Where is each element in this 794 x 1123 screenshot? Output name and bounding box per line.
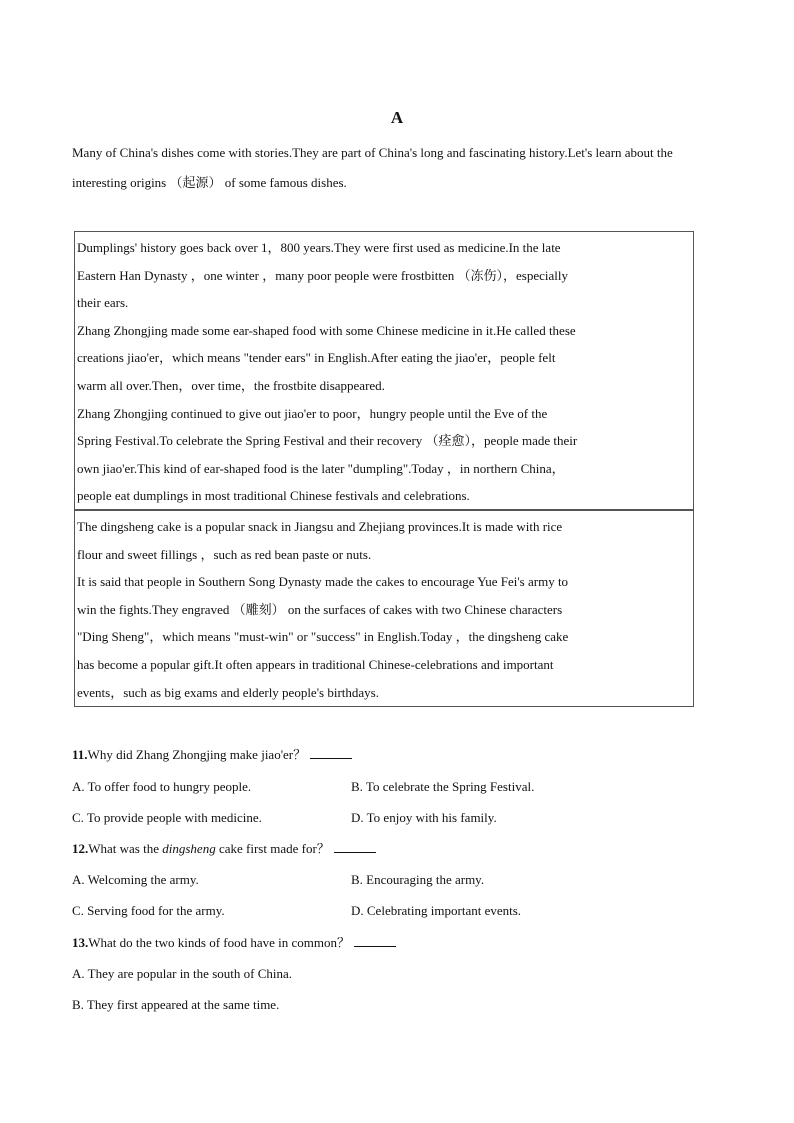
passage-line: creations jiao'er，which means "tender ears" in English.After eating the jiao'er，people felt <box>77 350 556 366</box>
answer-blank[interactable] <box>310 745 352 759</box>
passage-line: Zhang Zhongjing continued to give out jiao'er to poor，hungry people until the Eve of the <box>77 405 548 421</box>
passage-line: flour and sweet fillings ，such as red bean paste or nuts. <box>77 546 372 562</box>
option-12-c: C. Serving food for the army. <box>72 903 225 918</box>
passage-dingsheng-cake <box>74 510 694 707</box>
answer-blank[interactable] <box>334 839 376 853</box>
intro-line-1: Many of China's dishes come with stories.They are part of China's long and fascinating history.Let's learn about the <box>72 145 673 160</box>
option-11-b: B. To celebrate the Spring Festival. <box>351 779 535 794</box>
passage-line: win the fights.They engraved （雕刻） on the surfaces of cakes with two Chinese characters <box>77 601 563 617</box>
question-11 <box>72 745 352 765</box>
passage-line: their ears. <box>77 295 129 311</box>
question-stem-before: What was the <box>88 841 163 856</box>
option-12-a: A. Welcoming the army. <box>72 872 199 887</box>
passage-line: people eat dumplings in most traditional Chinese festivals and celebrations. <box>77 488 470 504</box>
question-stem-italic: dingsheng <box>162 841 216 856</box>
question-number: 12. <box>72 841 89 856</box>
question-stem: Why did Zhang Zhongjing make jiao'er？ <box>87 747 307 762</box>
passage-line: Eastern Han Dynasty ，one winter ，many poor people were frostbitten （冻伤），especially <box>77 267 568 283</box>
passage-dumplings <box>74 231 694 510</box>
passage-line: Spring Festival.To celebrate the Spring Festival and their recovery （痊愈），people made their <box>77 433 578 449</box>
question-stem-after: cake first made for？ <box>215 841 330 856</box>
option-12-b: B. Encouraging the army. <box>351 872 485 887</box>
option-11-c: C. To provide people with medicine. <box>72 810 262 825</box>
passage-line: own jiao'er.This kind of ear-shaped food is the later "dumpling".Today ，in northern China， <box>77 460 565 476</box>
passage-line: has become a popular gift.It often appears in traditional Chinese-celebrations and important <box>77 656 554 672</box>
question-number: 11. <box>72 747 88 762</box>
option-13-b: B. They first appeared at the same time. <box>72 997 280 1012</box>
question-stem: What do the two kinds of food have in common？ <box>88 935 351 950</box>
passage-line: Zhang Zhongjing made some ear-shaped food with some Chinese medicine in it.He called these <box>77 322 576 338</box>
passage-line: "Ding Sheng"，which means "must-win" or "success" in English.Today ，the dingsheng cake <box>77 629 569 645</box>
passage-line: events，such as big exams and elderly people's birthdays. <box>77 684 379 700</box>
passage-line: Dumplings' history goes back over 1，800 years.They were first used as medicine.In the late <box>77 240 561 255</box>
option-11-a: A. To offer food to hungry people. <box>72 779 252 794</box>
question-number: 13. <box>72 935 89 950</box>
passage-line: It is said that people in Southern Song Dynasty made the cakes to encourage Yue Fei's army to <box>77 574 569 590</box>
intro-paragraph <box>72 138 732 198</box>
option-12-d: D. Celebrating important events. <box>351 903 522 918</box>
section-title: A <box>390 108 404 127</box>
passage-line: The dingsheng cake is a popular snack in Jiangsu and Zhejiang provinces.It is made with rice <box>77 519 563 534</box>
question-13 <box>72 933 396 953</box>
answer-blank[interactable] <box>354 933 396 947</box>
passage-line: warm all over.Then，over time，the frostbite disappeared. <box>77 377 385 393</box>
option-13-a: A. They are popular in the south of China. <box>72 966 292 981</box>
intro-line-2: interesting origins （起源） of some famous dishes. <box>72 175 347 190</box>
option-11-d: D. To enjoy with his family. <box>351 810 497 825</box>
question-12 <box>72 839 376 859</box>
